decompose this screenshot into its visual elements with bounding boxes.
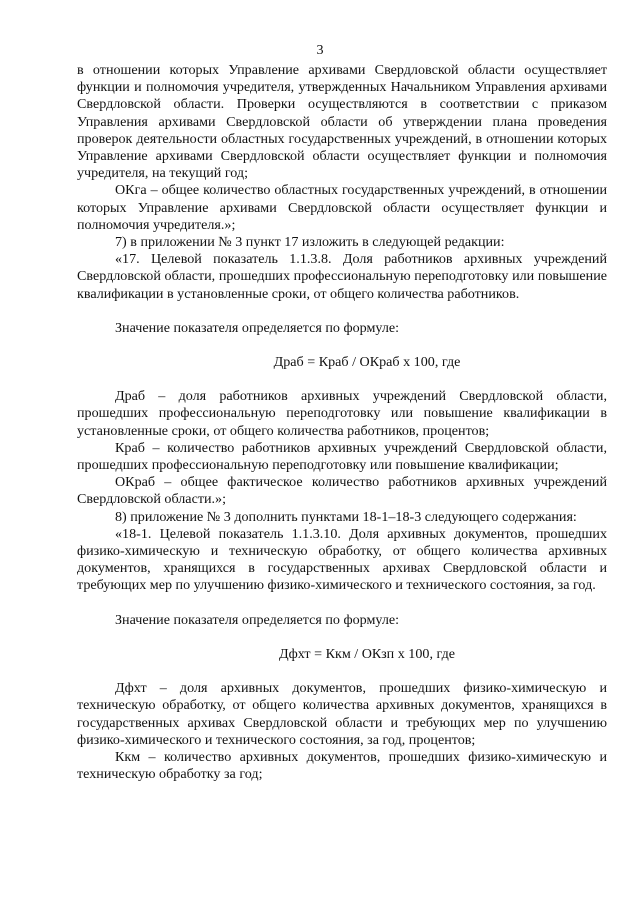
formula-1: Драб = Краб / ОКраб х 100, где xyxy=(273,354,461,371)
paragraph-14: Дфхт – доля архивных документов, прошедших физико-химическую и техническую обработку, от общего количества архивных документов, хранящихся в государственных архивах Свердловской области и требующих мер по улучшению физико-химического и технического состояния, за год, процентов; xyxy=(77,680,607,748)
paragraph-2: ОКга – общее количество областных государственных учреждений, в отношении которых Управление архивами Свердловской области осуществляет функции и полномочия учредителя.»; xyxy=(77,182,607,233)
formula-2: Дфхт = Ккм / ОКзп х 100, где xyxy=(278,645,455,662)
paragraph-5: Значение показателя определяется по формуле: xyxy=(115,319,400,336)
paragraph-15: Ккм – количество архивных документов, прошедших физико-химическую и техническую обработку за год; xyxy=(77,748,607,783)
paragraph-7: Драб – доля работников архивных учреждений Свердловской области, прошедших профессиональную переподготовку или повышение квалификации в установленные сроки, от общего количества работников, процентов; xyxy=(77,388,607,439)
page-number: 3 xyxy=(316,42,324,58)
paragraph-4: «17. Целевой показатель 1.1.3.8. Доля работников архивных учреждений Свердловской области, прошедших профессиональную переподготовку или повышение квалификации в установленные сроки, от общего количества работников. xyxy=(77,251,607,302)
paragraph-11: «18-1. Целевой показатель 1.1.3.10. Доля архивных документов, прошедших физико-химическую и техническую обработку, от общего количества архивных документов, хранящихся в государственных архивах Свердловской области и требующих мер по улучшению физико-химического и технического состояния, за год. xyxy=(77,525,607,594)
paragraph-12: Значение показателя определяется по формуле: xyxy=(115,611,400,628)
paragraph-9: ОКраб – общее фактическое количество работников архивных учреждений Свердловской области.»; xyxy=(77,474,607,508)
paragraph-8: Краб – количество работников архивных учреждений Свердловской области, прошедших профессиональную переподготовку или повышение квалификации; xyxy=(77,439,607,474)
paragraph-3: 7) в приложении № 3 пункт 17 изложить в следующей редакции: xyxy=(115,234,505,251)
paragraph-1: в отношении которых Управление архивами Свердловской области осуществляет функции и полномочия учредителя, утвержденных Начальником Управления архивами Свердловской области. Проверки осуществляются в соответствии с приказом Управления архивами Свердловской области об утверждении плана проведения проверок деятельности областных государственных учреждений, в отношении которых Управление архивами Свердловской области осуществляет функции и полномочия учредителя, на текущий год; xyxy=(77,62,607,182)
paragraph-10: 8) приложение № 3 дополнить пунктами 18-1–18-3 следующего содержания: xyxy=(115,508,577,525)
document-body xyxy=(77,62,607,783)
